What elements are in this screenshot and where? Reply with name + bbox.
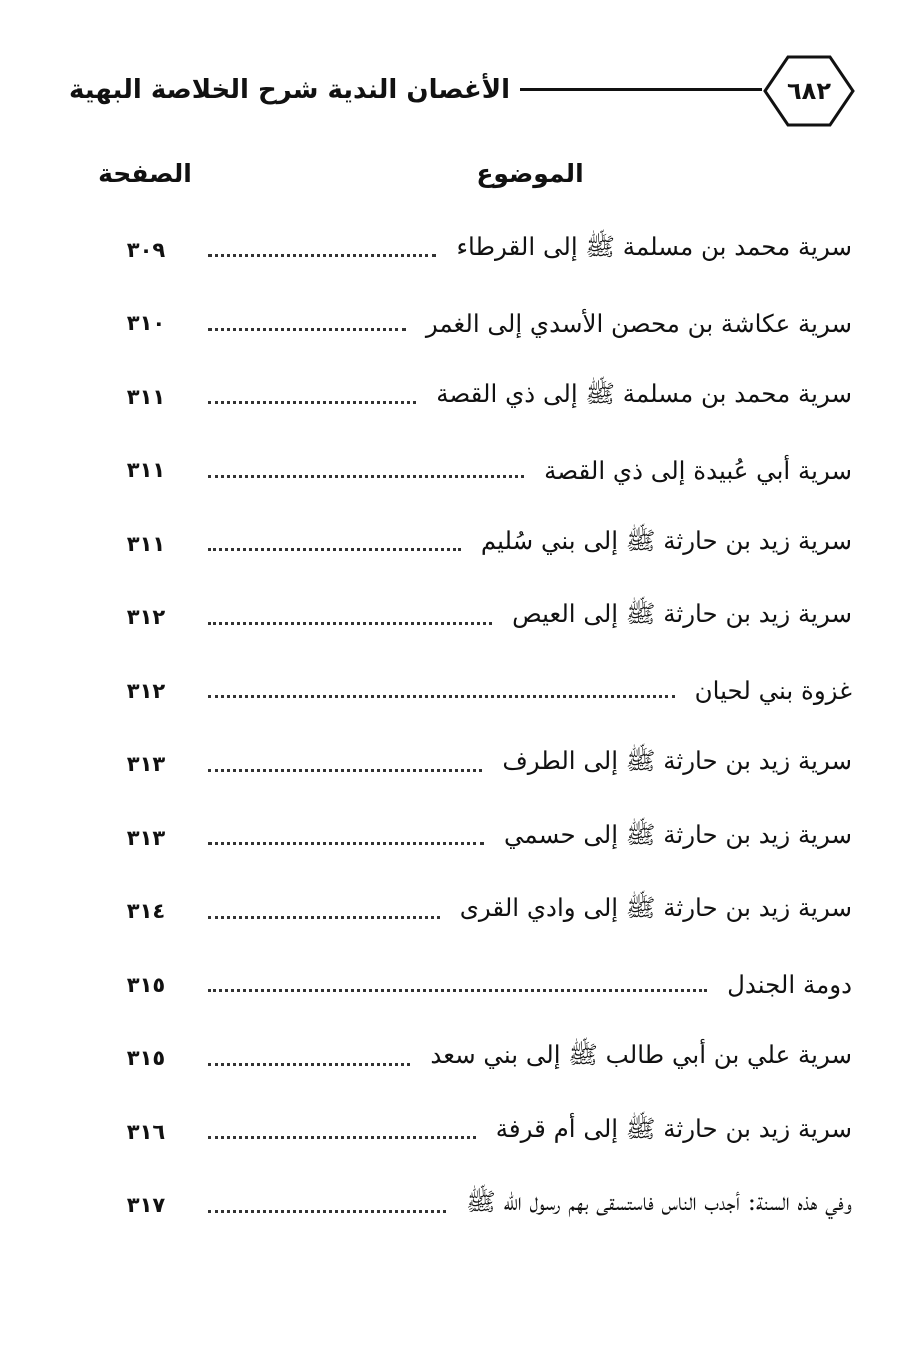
toc-entry xyxy=(100,875,852,949)
toc-entry xyxy=(100,1169,852,1243)
toc-entry-page: ٣١٣ xyxy=(126,825,166,850)
leader-dots xyxy=(208,695,675,698)
leader-dots xyxy=(208,1136,476,1139)
toc-entry xyxy=(100,1095,852,1169)
toc-entry-title: سرية زيد بن حارثة ﷺ إلى العيص xyxy=(512,599,852,629)
column-header-topic: الموضوع xyxy=(476,159,584,188)
column-header-page: الصفحة xyxy=(98,159,192,188)
toc-entry xyxy=(100,801,852,875)
leader-dots xyxy=(208,548,461,551)
toc-entry-page: ٣١١ xyxy=(126,458,166,483)
toc-entry-title: سرية محمد بن مسلمة ﷺ إلى القرطاء xyxy=(456,231,852,261)
toc-list xyxy=(100,213,852,1242)
toc-entry xyxy=(100,654,852,728)
toc-entry-page: ٣١٥ xyxy=(126,1046,166,1071)
toc-entry-title: سرية زيد بن حارثة ﷺ إلى الطرف xyxy=(502,746,852,776)
toc-entry-title: سرية زيد بن حارثة ﷺ إلى وادي القرى xyxy=(459,893,852,923)
leader-dots xyxy=(208,254,436,257)
toc-entry-title: سرية زيد بن حارثة ﷺ إلى بني سُليم xyxy=(480,525,852,555)
leader-dots xyxy=(208,475,524,478)
page-number-badge xyxy=(762,53,856,129)
leader-dots xyxy=(208,989,707,992)
toc-entry-page: ٣١١ xyxy=(126,384,166,409)
toc-entry-page: ٣١٢ xyxy=(126,605,166,630)
leader-dots xyxy=(208,769,482,772)
toc-entry-title: دومة الجندل xyxy=(727,970,852,1000)
toc-entry-title: سرية عكاشة بن محصن الأسدي إلى الغمر xyxy=(425,308,852,338)
page-number: ٦٨٢ xyxy=(787,77,831,105)
toc-entry xyxy=(100,728,852,802)
toc-entry-title: سرية زيد بن حارثة ﷺ إلى حسمي xyxy=(504,819,852,849)
leader-dots xyxy=(208,842,484,845)
header-rule xyxy=(520,88,762,91)
toc-entry xyxy=(100,581,852,655)
leader-dots xyxy=(208,1210,446,1213)
toc-entry-title: سرية أبي عُبيدة إلى ذي القصة xyxy=(544,455,852,485)
toc-entry-page: ٣١٦ xyxy=(126,1119,166,1144)
toc-entry-title: سرية زيد بن حارثة ﷺ إلى أم قرفة xyxy=(495,1113,852,1143)
toc-entry-title: غزوة بني لحيان xyxy=(694,676,852,706)
toc-entry-title: سرية علي بن أبي طالب ﷺ إلى بني سعد xyxy=(430,1040,852,1070)
toc-entry-page: ٣١٢ xyxy=(126,678,166,703)
toc-entry-page: ٣١٣ xyxy=(126,752,166,777)
toc-entry xyxy=(100,507,852,581)
toc-entry xyxy=(100,287,852,361)
toc-entry xyxy=(100,948,852,1022)
leader-dots xyxy=(208,1063,410,1066)
toc-entry xyxy=(100,434,852,508)
toc-entry-page: ٣١٧ xyxy=(126,1193,166,1218)
toc-entry xyxy=(100,1022,852,1096)
leader-dots xyxy=(208,916,440,919)
toc-entry-page: ٣١٤ xyxy=(126,899,166,924)
toc-entry-title: سرية محمد بن مسلمة ﷺ إلى ذي القصة xyxy=(436,378,852,408)
leader-dots xyxy=(208,328,406,331)
toc-entry-page: ٣١١ xyxy=(126,531,166,556)
book-title: الأغصان الندية شرح الخلاصة البهية xyxy=(68,75,510,105)
toc-entry-page: ٣١٥ xyxy=(126,972,166,997)
leader-dots xyxy=(208,401,416,404)
toc-entry xyxy=(100,213,852,287)
toc-entry-page: ٣٠٩ xyxy=(126,237,166,262)
toc-entry-page: ٣١٠ xyxy=(126,311,166,336)
toc-entry-title: وفي هذه السنة: أجدب الناس فاستسقى بهم رسول الله ﷺ xyxy=(466,1187,852,1217)
toc-entry xyxy=(100,360,852,434)
leader-dots xyxy=(208,622,492,625)
